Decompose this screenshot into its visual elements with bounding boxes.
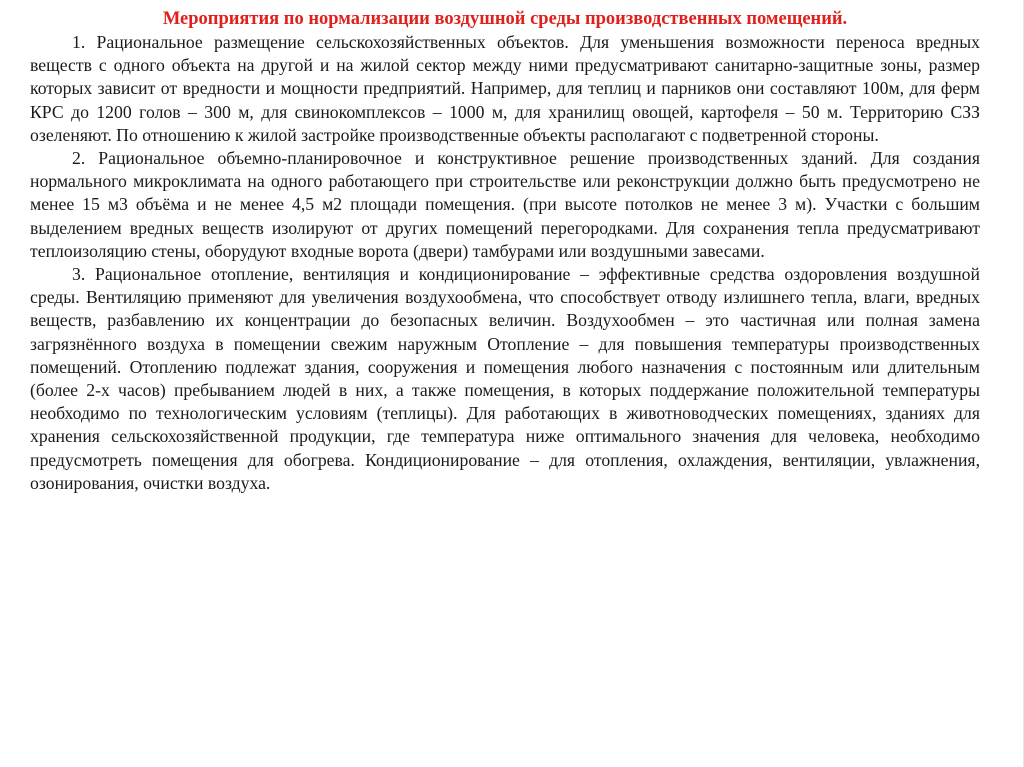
paragraph-building-design: 2. Рациональное объемно-планировочное и конструктивное решение производственных зданий. Для создания нормального микроклимата на одного работающего при строительстве или реконструкции должно быть предусмотрено не менее 15 м3 объёма и не менее 4,5 м2 площади помещения. (при высоте потолков не менее 3 м). Участки с большим выделением вредных веществ изолируют от других помещений перегородками. Для сохранения тепла предусматривают теплоизоляцию стены, оборудуют входные ворота (двери) тамбурами или воздушными завесами.	[30, 148, 980, 261]
slide-title: Мероприятия по нормализации воздушной среды производственных помещений.	[162, 9, 848, 29]
paragraph-placement: 1. Рациональное размещение сельскохозяйственных объектов. Для уменьшения возможности переноса вредных веществ с одного объекта на другой и на жилой сектор между ними предусматривают санитарно-защитные зоны, размер которых зависит от вредности и мощности предприятий. Например, для теплиц и парников они составляют 100м, для ферм КРС до 1200 голов – 300 м, для свинокомплексов – 1000 м, для хранилищ овощей, картофеля – 50 м. Территорию СЗЗ озеленяют. По отношению к жилой застройке производственные объекты располагают с подветренной стороны.	[30, 32, 980, 145]
paragraph-heating-ventilation: 3. Рациональное отопление, вентиляция и кондиционирование – эффективные средства оздоровления воздушной среды. Вентиляцию применяют для увеличения воздухообмена, что способствует отводу излишнего тепла, влаги, вредных веществ, разбавлению их концентрации до безопасных величин. Воздухообмен – это частичная или полная замена загрязнённого воздуха в помещении свежим наружным Отопление – для повышения температуры производственных помещений. Отоплению подлежат здания, сооружения и помещения любого назначения с постоянным или длительным (более 2-х часов) пребыванием людей в них, а также помещения, в которых поддержание положительной температуры необходимо по технологическим условиям (теплицы). Для работающих в животноводческих помещениях, зданиях для хранения сельскохозяйственной продукции, где температура ниже оптимального значения для человека, необходимо предусмотреть помещения для обогрева. Кондиционирование – для отопления, охлаждения, вентиляции, увлажнения, озонирования, очистки воздуха.	[30, 264, 980, 493]
slide-content	[30, 8, 980, 495]
